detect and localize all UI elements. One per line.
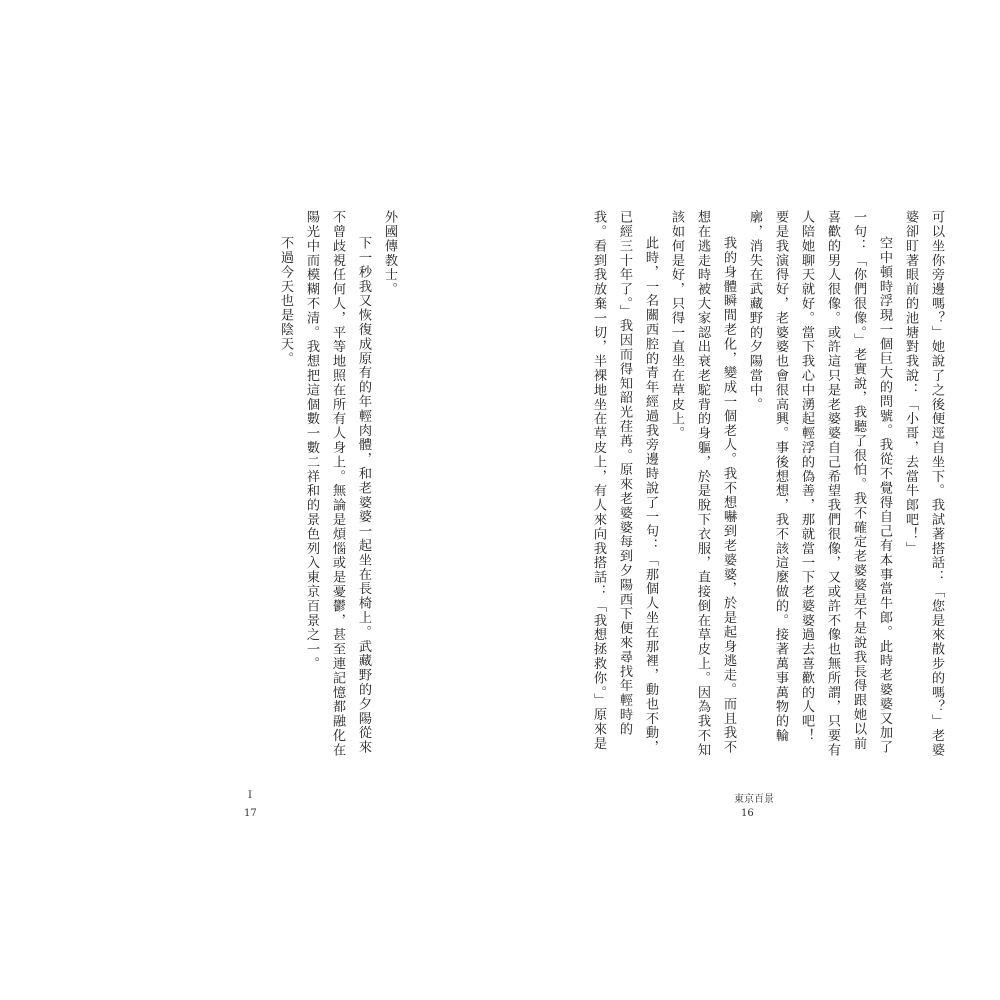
text-column: 此時，一名關西腔的青年經過我旁邊時說了一句：「那個人坐在那裡，動也不動，: [643, 236, 658, 755]
text-column: 不過今天也是陰天。: [278, 236, 293, 366]
text-column: 想在逃走時被大家認出衰老駝背的身軀，於是脫下衣服，直接倒在草皮上。因為我不知: [695, 210, 710, 758]
text-column: 可以坐你旁邊嗎？」她說了之後便逕自坐下。我試著搭話：「您是來散步的嗎？」老婆: [929, 210, 944, 758]
running-header: 東京百景: [734, 794, 774, 805]
text-column: 外國傳教士。: [382, 210, 397, 297]
text-column: 要是我演得好，老婆婆也會很高興。事後想想，我不該這麼做的。接著萬事萬物的輪: [773, 210, 788, 743]
text-column: 下一秒我又恢復成原有的年輕肉體，和老婆婆一起坐在長椅上。武藏野的夕陽從來: [356, 236, 371, 755]
text-column: 廓，消失在武藏野的夕陽當中。: [747, 210, 762, 412]
text-column: 喜歡的男人很像。或許這只是老婆婆自己希望我們很像，又或許不像也無所謂，只要有: [825, 210, 840, 758]
page-number: 17: [244, 808, 257, 819]
text-column: 陽光中而模糊不清。我想把這個數一數二祥和的景色列入東京百景之一。: [304, 210, 319, 671]
text-column: 已經三十年了。」我因而得知韶光荏苒。原來老婆婆每到夕陽西下便來尋找年輕時的: [617, 210, 632, 737]
text-column: 該如何是好，只得一直坐在草皮上。: [669, 210, 684, 441]
running-header: I: [248, 790, 252, 801]
text-column: 我。看到我放棄一切，半裸地坐在草皮上，有人來向我搭話：「我想拯救你。」原來是: [591, 210, 606, 751]
text-column: 人陪她聊天就好。當下我心中湧起輕浮的偽善，那就當一下老婆婆過去喜歡的人吧！: [799, 210, 814, 743]
text-column: 一句：「你們很像。」老實說，我聽了很怕。我不確定老婆婆是不是說我長得跟她以前: [851, 210, 866, 751]
text-column: 婆卻盯著眼前的池塘對我說：「小哥，去當牛郎吧！」: [903, 210, 918, 556]
page-number: 16: [741, 808, 754, 819]
text-column: 我的身體瞬間老化，變成一個老人。我不想嚇到老婆婆，於是起身逃走。而且我不: [721, 236, 736, 755]
text-column: 空中頓時浮現一個巨大的問號。我從不覺得自己有本事當牛郎。此時老婆婆又加了: [877, 236, 892, 755]
text-column: 不曾歧視任何人，平等地照在所有人身上。無論是煩惱或是憂鬱，甚至連記憶都融化在: [330, 210, 345, 758]
